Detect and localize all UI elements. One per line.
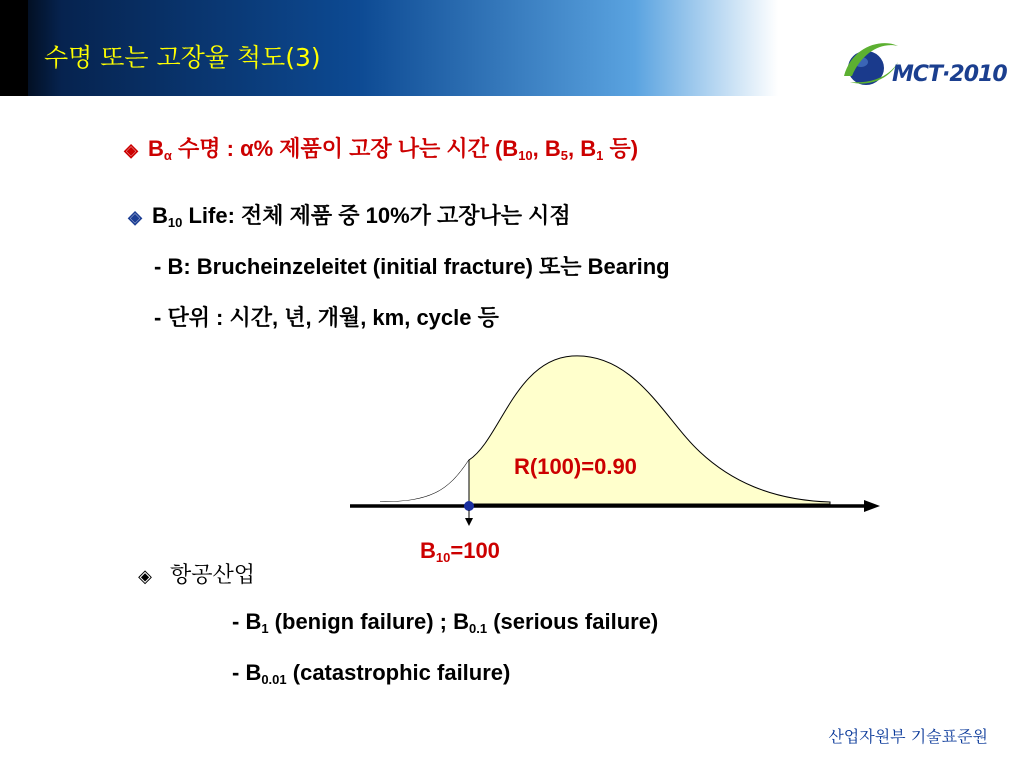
diamond-bullet-icon: ◈ — [124, 140, 138, 160]
text-segment: - B — [232, 609, 262, 634]
subscript: 1 — [596, 148, 604, 163]
logo-text: MCT — [892, 62, 943, 87]
failed-tail-area-fill — [380, 460, 469, 504]
subscript: 1 — [261, 621, 269, 636]
subscript: 0.1 — [469, 621, 488, 636]
text-segment: (serious failure) — [487, 609, 659, 634]
alpha-subscript: α — [163, 148, 172, 163]
text-segment: Life: 전체 제품 중 10%가 고장나는 시점 — [182, 203, 571, 228]
b-symbol: B — [152, 203, 168, 228]
bullet-b-alpha-life — [120, 132, 638, 163]
alpha-symbol: α — [240, 136, 254, 161]
text-segment: - B — [232, 660, 262, 685]
b10-pointer-arrowhead — [465, 518, 473, 526]
text-segment: , B — [532, 136, 561, 161]
text-segment: 항공산업 — [170, 562, 256, 587]
text-segment: (catastrophic failure) — [286, 660, 511, 685]
time-axis-arrowhead — [864, 500, 880, 512]
diamond-bullet-icon: ◈ — [128, 207, 142, 227]
text-segment: (benign failure) ; B — [268, 609, 470, 634]
reliability-area — [469, 356, 830, 504]
text-segment: =100 — [450, 538, 500, 563]
life-distribution-diagram — [340, 340, 890, 530]
text-segment: , B — [568, 136, 597, 161]
subscript: 5 — [560, 148, 569, 163]
slide-title: 수명 또는 고장율 척도(3) — [44, 43, 321, 72]
b-symbol: B — [420, 538, 436, 563]
aviation-catastrophic-line — [232, 660, 510, 687]
aviation-benign-serious-line — [232, 609, 658, 636]
subscript: 10 — [167, 215, 183, 230]
b10-value-label — [420, 538, 500, 565]
logo-separator: · — [942, 62, 950, 87]
b-symbol: B — [148, 136, 164, 161]
bullet-b10-life — [120, 199, 571, 230]
diamond-bullet-icon: ◈ — [138, 566, 152, 586]
reliability-label: R(100)=0.90 — [514, 454, 637, 479]
text-segment: % 제품이 고장 나는 시간 (B — [253, 136, 519, 161]
units-line: - 단위 : 시간, 년, 개월, km, cycle 등 — [154, 305, 499, 330]
subscript: 0.01 — [261, 672, 287, 687]
footer-organization: 산업자원부 기술표준원 — [828, 727, 988, 746]
bullet-aviation — [132, 558, 255, 589]
text-segment: 등) — [603, 136, 639, 161]
subscript: 10 — [518, 148, 533, 163]
b10-definition-line: - B: Brucheinzeleitet (initial fracture) 또는 Bearing — [154, 254, 670, 279]
subscript: 10 — [435, 550, 451, 565]
logo-year: 2010 — [949, 62, 1007, 87]
b10-marker — [464, 501, 474, 511]
text-segment: 수명 : — [171, 136, 241, 161]
